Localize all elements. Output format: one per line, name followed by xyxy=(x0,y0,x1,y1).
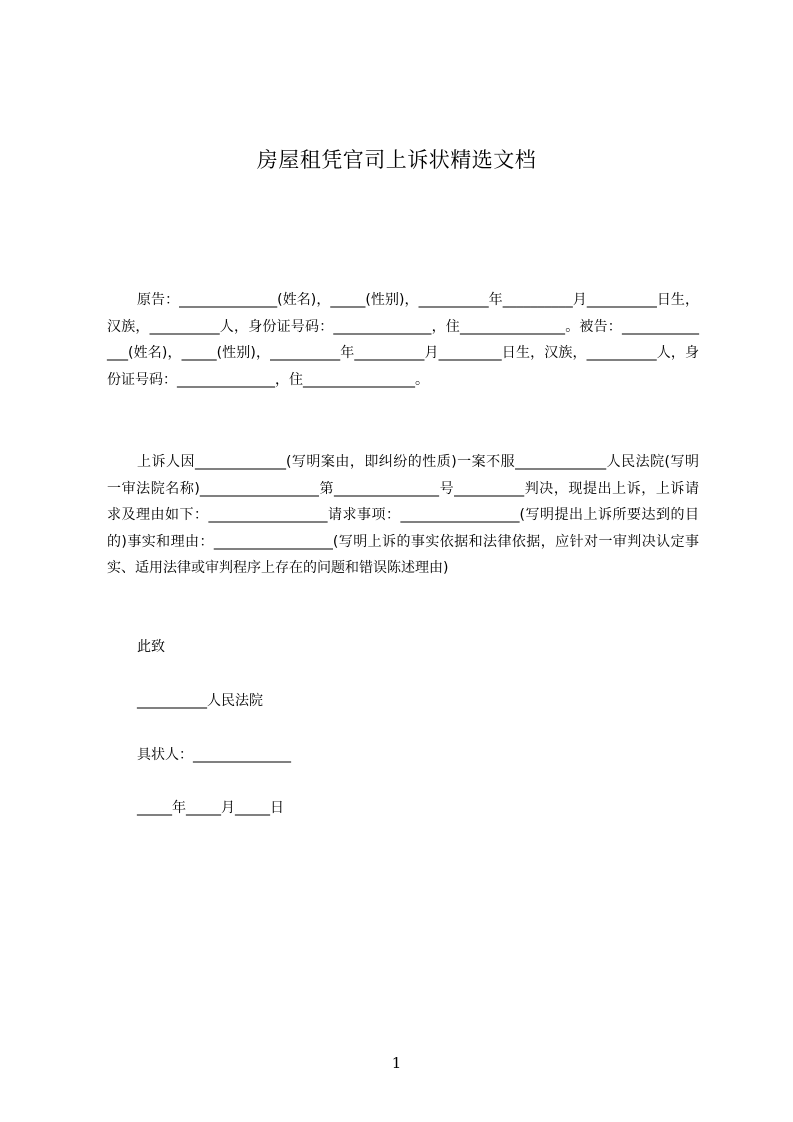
date-line: _____年_____月_____日 xyxy=(137,800,284,816)
signer-line: 具状人：______________ xyxy=(137,747,291,763)
court-name-line: __________人民法院 xyxy=(137,693,263,709)
closing-salutation: 此致 xyxy=(137,639,165,655)
document-title: 房屋租凭官司上诉状精选文档 xyxy=(256,148,537,172)
page-number: 1 xyxy=(391,1054,402,1072)
appeal-reason-paragraph: 上诉人因_____________(写明案由，即纠纷的性质)一案不服_____________人民法院(写明一审法院名称)_________________第_______________号__________判决，现提出上诉，上诉请求及理由如下：_________________请求事项：_________________(写明提出上诉所要达到的目的)事实和理由：_________________(写明上诉的事实依据和法律依据，应针对一审判决认定事实、适用法律或审判程序上存在的问题和错误陈述理由) xyxy=(107,454,699,576)
party-info-paragraph: 原告：______________(姓名)，_____(性别)，__________年__________月__________日生，汉族，__________人，身份证号码：______________，住_______________。被告：______________(姓名)，_____(性别)，__________年__________月_________日生，汉族，__________人，身份证号码：______________，住________________。 xyxy=(107,292,699,388)
